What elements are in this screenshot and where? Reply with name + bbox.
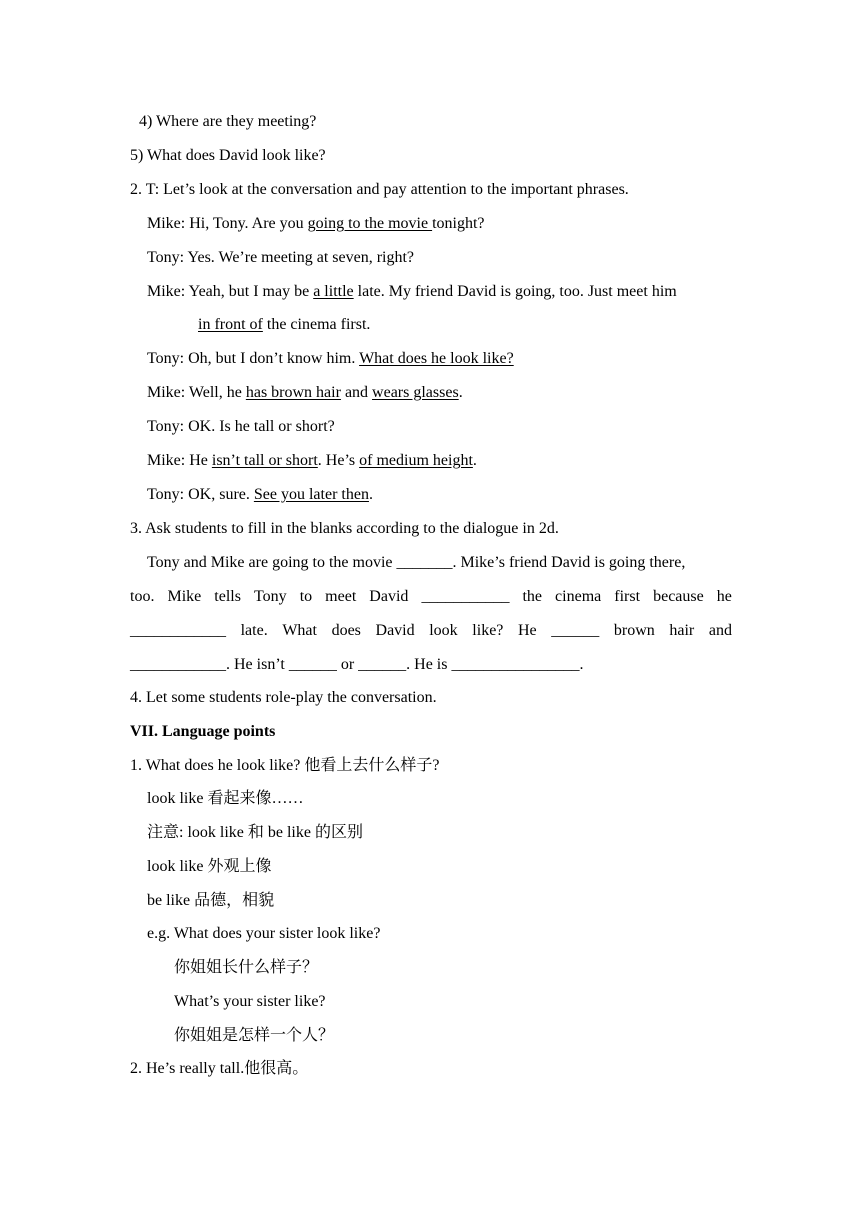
blank: ___________ bbox=[421, 588, 510, 605]
underlined-phrase: a little bbox=[313, 283, 354, 300]
step-3-intro: 3. Ask students to fill in the blanks according to the dialogue in 2d. bbox=[130, 520, 559, 537]
word: Mike bbox=[167, 588, 202, 605]
example-sentence-1: e.g. What does your sister look like? bbox=[147, 925, 381, 942]
question-4: 4) Where are they meeting? bbox=[139, 113, 317, 130]
look-like-meaning: look like 外观上像 bbox=[147, 858, 272, 875]
question-5: 5) What does David look like? bbox=[130, 147, 326, 164]
dialogue-text: Mike: Well, he bbox=[147, 384, 246, 401]
dialogue-line-7: Tony: OK. Is he tall or short? bbox=[147, 418, 335, 435]
usage-note: 注意: look like 和 be like 的区别 bbox=[147, 824, 363, 841]
dialogue-text: the cinema first. bbox=[262, 316, 371, 333]
dialogue-line-1 bbox=[147, 214, 485, 234]
blank: ______ bbox=[551, 622, 600, 639]
word: late. bbox=[240, 622, 268, 639]
dialogue-text: late. My friend David is going, too. Just meet him bbox=[353, 283, 677, 300]
dialogue-line-2: Tony: Yes. We’re meeting at seven, right? bbox=[147, 249, 415, 266]
word: David bbox=[375, 622, 415, 639]
example-translation-2: 你姐姐是怎样一个人？ bbox=[174, 1027, 335, 1044]
word: He bbox=[518, 622, 537, 639]
underlined-phrase: What does he look like? bbox=[359, 350, 514, 367]
dialogue-text: Tony: Oh, but I don’t know him. bbox=[147, 350, 360, 367]
word: What bbox=[282, 622, 317, 639]
dialogue-text: Mike: Yeah, but I may be bbox=[147, 283, 314, 300]
look-like-definition: look like 看起来像…… bbox=[147, 790, 304, 807]
word: like? bbox=[472, 622, 504, 639]
dialogue-text: . He’s bbox=[317, 452, 360, 469]
underlined-phrase: has brown hair bbox=[245, 384, 341, 401]
word: he bbox=[716, 588, 732, 605]
underlined-phrase: wears glasses bbox=[372, 384, 459, 401]
be-like-meaning: be like 品德，相貌 bbox=[147, 892, 275, 909]
dialogue-text: . bbox=[472, 452, 477, 469]
word: the bbox=[522, 588, 543, 605]
dialogue-text: Tony: OK, sure. bbox=[147, 486, 254, 503]
word: first bbox=[614, 588, 641, 605]
word: look bbox=[429, 622, 458, 639]
dialogue-line-5 bbox=[147, 349, 514, 369]
dialogue-line-4 bbox=[198, 315, 370, 335]
fill-blank-line-2 bbox=[130, 587, 732, 607]
dialogue-text: . bbox=[458, 384, 463, 401]
word: David bbox=[369, 588, 409, 605]
dialogue-line-6 bbox=[147, 383, 463, 403]
dialogue-line-8 bbox=[147, 451, 477, 471]
step-2-intro: 2. T: Let’s look at the conversation and pay attention to the important phrases. bbox=[130, 181, 629, 198]
word: and bbox=[708, 622, 732, 639]
underlined-phrase: See you later then bbox=[253, 486, 369, 503]
blank: ____________ bbox=[130, 622, 226, 639]
dialogue-text: Mike: Hi, Tony. Are you bbox=[147, 215, 308, 232]
example-translation-1: 你姐姐长什么样子？ bbox=[174, 959, 319, 976]
section-heading: VII. Language points bbox=[130, 723, 276, 740]
word: meet bbox=[325, 588, 357, 605]
word: hair bbox=[669, 622, 695, 639]
word: cinema bbox=[555, 588, 602, 605]
example-sentence-2: What’s your sister like? bbox=[174, 993, 326, 1010]
dialogue-line-3 bbox=[147, 282, 677, 302]
word: to bbox=[299, 588, 313, 605]
fill-blank-line-1: Tony and Mike are going to the movie _______. Mike’s friend David is going there, bbox=[147, 554, 686, 571]
dialogue-text: Mike: He bbox=[147, 452, 212, 469]
dialogue-text: and bbox=[340, 384, 373, 401]
word: too. bbox=[130, 588, 155, 605]
dialogue-text: tonight? bbox=[432, 215, 485, 232]
underlined-phrase: isn’t tall or short bbox=[211, 452, 318, 469]
dialogue-text: . bbox=[368, 486, 373, 503]
word: tells bbox=[214, 588, 241, 605]
fill-blank-line-3 bbox=[130, 621, 732, 641]
word: does bbox=[331, 622, 361, 639]
underlined-phrase: of medium height bbox=[359, 452, 473, 469]
word: Tony bbox=[254, 588, 287, 605]
step-4: 4. Let some students role-play the conversation. bbox=[130, 689, 437, 706]
language-point-1: 1. What does he look like? 他看上去什么样子? bbox=[130, 757, 440, 774]
dialogue-line-9 bbox=[147, 485, 373, 505]
word: brown bbox=[613, 622, 655, 639]
underlined-phrase: going to the movie bbox=[307, 215, 433, 232]
word: because bbox=[653, 588, 704, 605]
fill-blank-line-4: ____________. He isn’t ______ or ______. He is ________________. bbox=[130, 656, 584, 673]
underlined-phrase: in front of bbox=[198, 316, 263, 333]
language-point-2: 2. He’s really tall.他很高。 bbox=[130, 1060, 309, 1077]
